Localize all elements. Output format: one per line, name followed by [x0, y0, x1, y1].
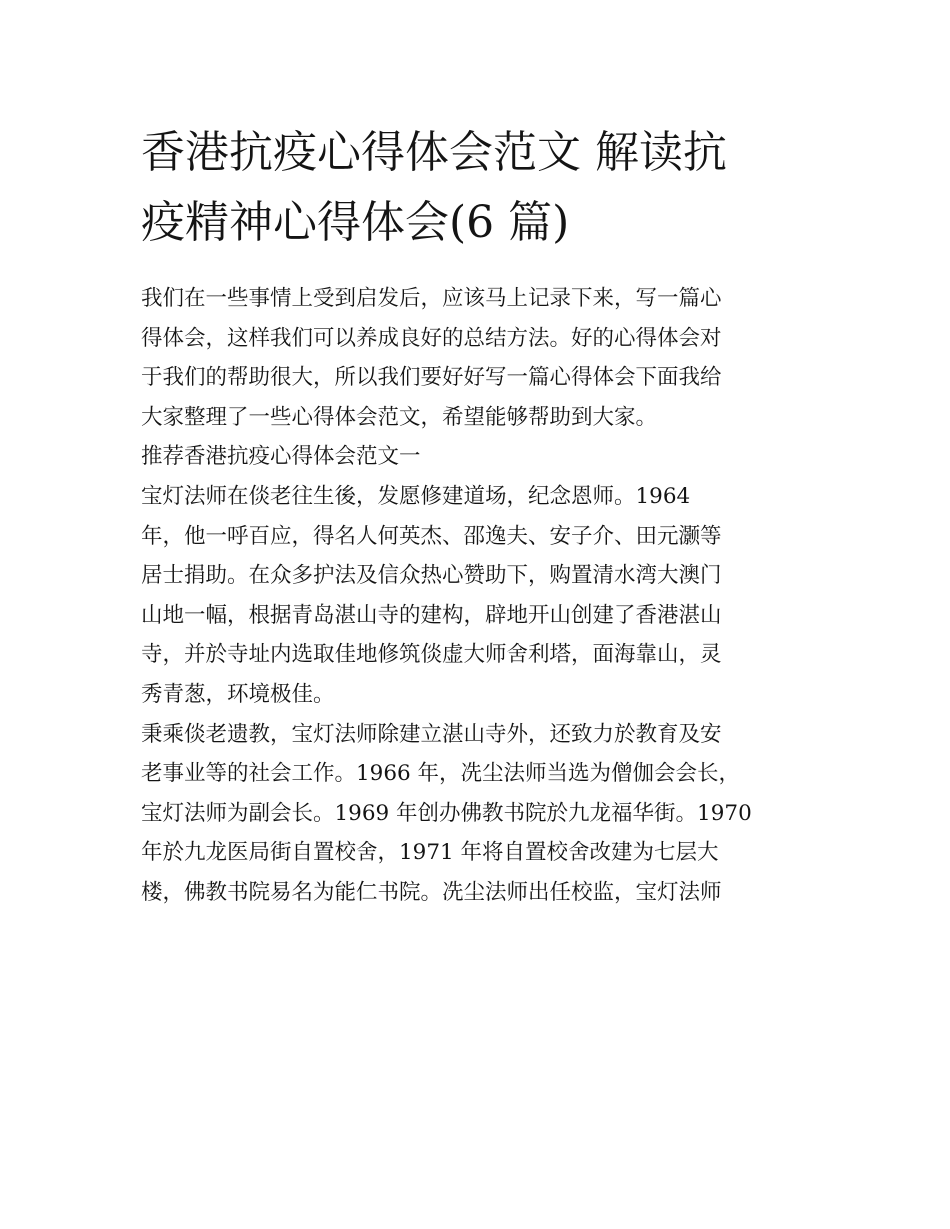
text-line: 年，他一呼百应，得名人何英杰、邵逸夫、安子介、田元灏等 — [141, 523, 722, 549]
document-page — [141, 118, 813, 913]
text-line: 得体会，这样我们可以养成良好的总结方法。好的心得体会对 — [141, 325, 722, 351]
document-title — [141, 118, 813, 258]
title-line: 香港抗疫心得体会范文 解读抗 — [141, 127, 727, 178]
text-line: 秀青葱，环境极佳。 — [141, 681, 335, 707]
text-line: 山地一幅，根据青岛湛山寺的建构，辟地开山创建了香港湛山 — [141, 602, 722, 628]
paragraph-2 — [141, 715, 813, 913]
text-line: 宝灯法师为副会长。1969 年创办佛教书院於九龙福华街。1970 — [141, 800, 752, 826]
text-line: 老事业等的社会工作。1966 年，冼尘法师当选为僧伽会会长， — [141, 761, 741, 787]
text-line: 宝灯法师在倓老往生後，发愿修建道场，纪念恩师。1964 — [141, 483, 691, 509]
title-line: 疫精神心得体会(6 篇) — [141, 197, 570, 248]
text-line: 秉乘倓老遗教，宝灯法师除建立湛山寺外，还致力於教育及安 — [141, 721, 722, 747]
text-line: 楼，佛教书院易名为能仁书院。冼尘法师出任校监，宝灯法师 — [141, 879, 722, 905]
document-body — [141, 279, 813, 913]
text-line: 我们在一些事情上受到启发后，应该马上记录下来，写一篇心 — [141, 286, 722, 311]
section-heading: 推荐香港抗疫心得体会范文一 — [141, 444, 421, 470]
text-line: 居士捐助。在众多护法及信众热心赞助下，购置清水湾大澳门 — [141, 563, 722, 589]
text-line: 寺，并於寺址内选取佳地修筑倓虚大师舍利塔，面海靠山，灵 — [141, 642, 722, 668]
paragraph-1 — [141, 477, 813, 715]
text-line: 年於九龙医局街自置校舍，1971 年将自置校舍改建为七层大 — [141, 840, 719, 866]
text-line: 于我们的帮助很大，所以我们要好好写一篇心得体会下面我给 — [141, 365, 722, 391]
text-line: 大家整理了一些心得体会范文，希望能够帮助到大家。 — [141, 404, 658, 430]
intro-paragraph — [141, 279, 813, 437]
